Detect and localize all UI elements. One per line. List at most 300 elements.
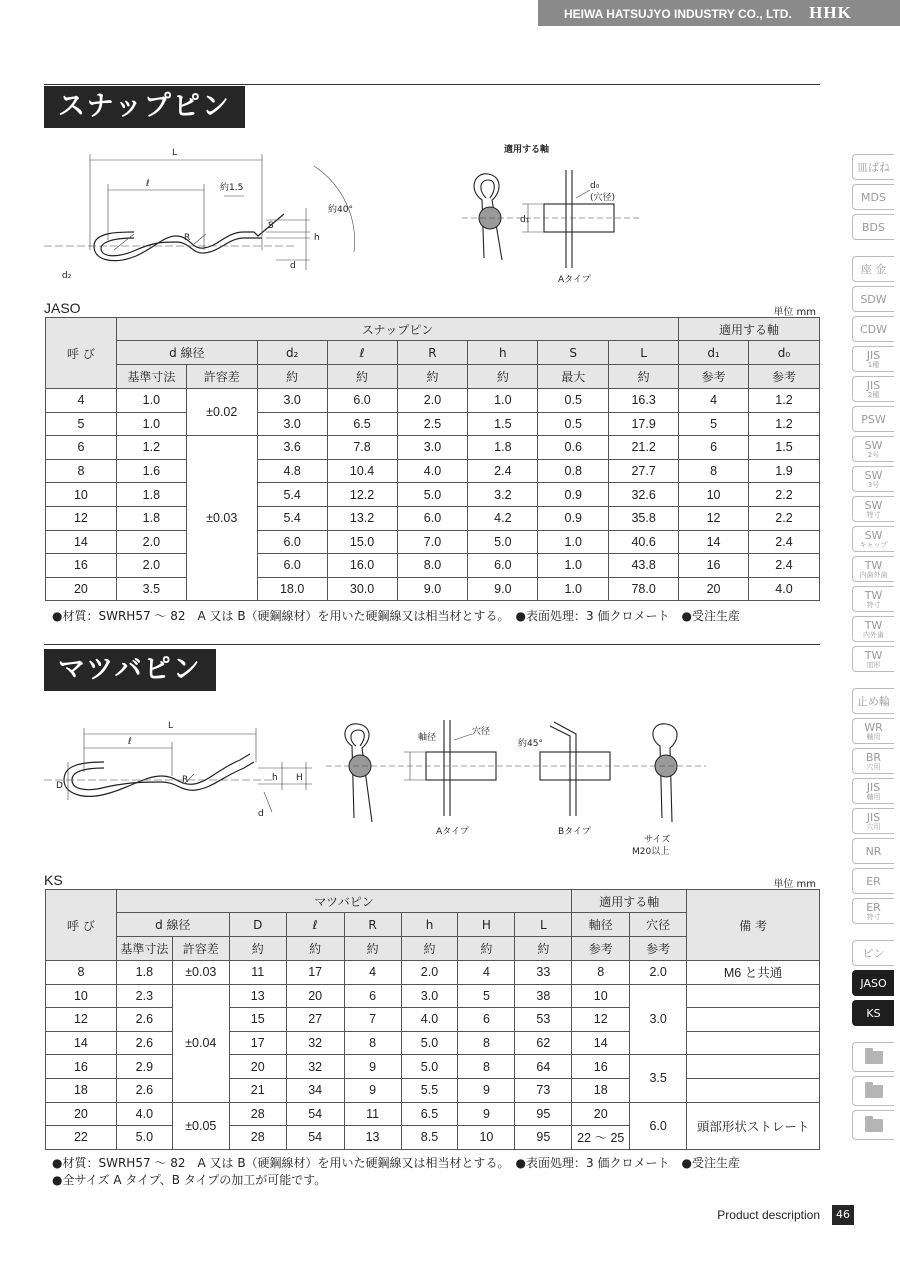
dim-d2-label: d₂: [62, 271, 72, 281]
cell-S: 1.0: [538, 530, 609, 554]
cell-l: 20: [286, 984, 344, 1008]
ks-sub-approx: 約: [344, 937, 401, 961]
sidebar-tab-label: 皿ばね: [857, 160, 890, 174]
sidebar-tab[interactable]: [852, 808, 894, 834]
cell-S: 0.5: [538, 412, 609, 436]
cell-H: 9: [458, 1102, 515, 1126]
cell-remark: [687, 1078, 820, 1102]
footer-label: Product description: [717, 1208, 820, 1222]
cell-R: 11: [344, 1102, 401, 1126]
sidebar-tab[interactable]: [852, 616, 894, 642]
cell-h: 6.5: [401, 1102, 458, 1126]
dim-l-label: ℓ: [146, 179, 150, 189]
cell-L: 33: [515, 961, 572, 985]
sidebar-gap: [852, 244, 894, 256]
folder-icon: [865, 1119, 883, 1132]
table-row: [46, 984, 820, 1008]
ks-sub-approx: 約: [515, 937, 572, 961]
m-shaft-dia-label: 軸径: [418, 733, 437, 743]
sidebar-tab-label: MDS: [861, 190, 886, 204]
cell-remark: [687, 1031, 820, 1055]
cell-d: 5.0: [116, 1126, 172, 1150]
cell-s: 14: [572, 1031, 630, 1055]
cell-D: 15: [229, 1008, 286, 1032]
sidebar-tab[interactable]: [852, 718, 894, 744]
table-row: [46, 1008, 820, 1032]
sidebar-tab-sub: 内外歯: [863, 630, 884, 639]
cell-h: 8.5: [401, 1126, 458, 1150]
cell-S: 0.8: [538, 459, 609, 483]
cell-R: 2.5: [397, 412, 468, 436]
cell-d: 2.9: [116, 1055, 172, 1079]
cell-tolerance: ±0.03: [172, 961, 229, 985]
table-row: [46, 1031, 820, 1055]
sidebar-tab-sub: 3号: [867, 480, 880, 489]
ks-sub-base: 基準寸法: [116, 937, 172, 961]
m-type-a-label: Aタイプ: [436, 827, 469, 837]
sidebar-folder-tab[interactable]: [852, 1110, 894, 1140]
cell-d: 1.8: [116, 483, 186, 507]
cell-hole: 2.0: [630, 961, 687, 985]
cell-S: 0.9: [538, 483, 609, 507]
sidebar-gap: [852, 1030, 894, 1042]
cell-D: 21: [229, 1078, 286, 1102]
cell-remark: M6 と共通: [687, 961, 820, 985]
sidebar-tab-label: SDW: [860, 292, 887, 306]
sidebar-tab-label: KS: [866, 1006, 881, 1020]
m-dim-D-label: D: [56, 781, 63, 791]
cell-D: 13: [229, 984, 286, 1008]
ks-sub-tol: 許容差: [172, 937, 229, 961]
jaso-label: JASO: [44, 300, 81, 316]
cell-tolerance: ±0.02: [186, 389, 257, 436]
cell-R: 13: [344, 1126, 401, 1150]
cell-R: 9.0: [397, 577, 468, 601]
ks-sub-ref: 参考: [630, 937, 687, 961]
ks-col-shaft-dia: 軸径: [572, 913, 630, 937]
sidebar-tab[interactable]: [852, 436, 894, 462]
sidebar-tab-sub: 穴用: [866, 762, 881, 771]
cell-L: 95: [515, 1102, 572, 1126]
cell-R: 3.0: [397, 436, 468, 460]
sidebar-tab[interactable]: [852, 868, 894, 894]
cell-h: 1.8: [468, 436, 538, 460]
sidebar-tab-sub: 軸用: [866, 732, 881, 741]
sidebar-tab[interactable]: [852, 376, 894, 402]
sidebar-tab-label: BR: [865, 750, 882, 764]
matsuba-pin-diagram: [44, 712, 324, 832]
cell-h: 1.5: [468, 412, 538, 436]
ks-col-remarks: 備 考: [687, 890, 820, 961]
ks-sub-approx: 約: [458, 937, 515, 961]
company-name: HEIWA HATSUJYO INDUSTRY CO., LTD.: [564, 7, 792, 21]
ks-label: KS: [44, 872, 63, 888]
snap-shaft-diagram: [462, 140, 662, 290]
m-dim-L-label: L: [168, 721, 174, 731]
sidebar-tab-label: TW: [864, 558, 883, 572]
sidebar-tab-label: TW: [864, 618, 883, 632]
sidebar-tab[interactable]: [852, 496, 894, 522]
sidebar-tab-sub: 皿形: [866, 660, 881, 669]
ks-sub-approx: 約: [229, 937, 286, 961]
sidebar-folder-tab[interactable]: [852, 1042, 894, 1072]
cell-H: 8: [458, 1055, 515, 1079]
section-rule: [44, 84, 820, 85]
cell-nominal: 16: [46, 1055, 117, 1079]
table-row: [46, 577, 820, 601]
dim-approx15-label: 約1.5: [220, 183, 244, 193]
cell-d: 1.0: [116, 412, 186, 436]
dim-angle-label: 約40°: [328, 205, 353, 215]
sub-tol: 許容差: [186, 365, 257, 389]
sidebar-tab[interactable]: [852, 466, 894, 492]
sidebar-tab-label: ER: [866, 900, 881, 914]
ks-col-hole: 穴径: [630, 913, 687, 937]
sidebar-tab-sub: 1種: [867, 360, 880, 369]
cell-d0: 2.2: [748, 506, 819, 530]
col-l: ℓ: [327, 341, 397, 365]
cell-nominal: 18: [46, 1078, 117, 1102]
cell-h: 5.5: [401, 1078, 458, 1102]
cell-l: 32: [286, 1055, 344, 1079]
sidebar-tab[interactable]: [852, 154, 894, 180]
cell-d: 1.0: [116, 389, 186, 413]
cell-nominal: 6: [46, 436, 117, 460]
sub-approx: 約: [468, 365, 538, 389]
cell-h: 4.2: [468, 506, 538, 530]
sidebar-tab[interactable]: [852, 838, 894, 864]
sidebar-tab[interactable]: [852, 406, 894, 432]
cell-S: 0.5: [538, 389, 609, 413]
cell-L: 16.3: [609, 389, 679, 413]
shaft-d1-label: d₁: [520, 215, 530, 225]
sub-ref: 参考: [748, 365, 819, 389]
ks-note-2: ●全サイズ A タイプ、B タイプの加工が可能です。: [52, 1173, 327, 1187]
cell-d1: 16: [679, 554, 749, 578]
ks-sub-approx: 約: [286, 937, 344, 961]
shaft-d0-label: d₀: [590, 181, 600, 191]
cell-l: 30.0: [327, 577, 397, 601]
cell-d2: 6.0: [257, 530, 327, 554]
dim-d-label: d: [290, 261, 296, 271]
sub-approx: 約: [609, 365, 679, 389]
sidebar-tab[interactable]: [852, 778, 894, 804]
cell-nominal: 14: [46, 530, 117, 554]
sidebar-tab[interactable]: [852, 898, 894, 924]
cell-l: 10.4: [327, 459, 397, 483]
cell-R: 5.0: [397, 483, 468, 507]
sub-ref: 参考: [679, 365, 749, 389]
sidebar-tab-label: JIS: [866, 810, 881, 824]
cell-h: 4.0: [401, 1008, 458, 1032]
sidebar-tab[interactable]: [852, 940, 894, 966]
sidebar-tab-label: CDW: [859, 322, 888, 336]
cell-L: 73: [515, 1078, 572, 1102]
sidebar-tab-sub: 穴用: [866, 822, 881, 831]
section-rule: [44, 644, 820, 645]
ks-sub-approx: 約: [401, 937, 458, 961]
col-nominal: 呼 び: [46, 318, 117, 389]
cell-tolerance: ±0.04: [172, 984, 229, 1102]
cell-s: 20: [572, 1102, 630, 1126]
cell-d1: 12: [679, 506, 749, 530]
sub-max: 最大: [538, 365, 609, 389]
cell-d1: 6: [679, 436, 749, 460]
sidebar-tab[interactable]: [852, 214, 894, 240]
cell-h: 6.0: [468, 554, 538, 578]
col-h: h: [468, 341, 538, 365]
sidebar-tab-label: SW: [864, 528, 883, 542]
cell-R: 4: [344, 961, 401, 985]
cell-L: 35.8: [609, 506, 679, 530]
cell-D: 20: [229, 1055, 286, 1079]
sidebar-tab-label: JIS: [866, 780, 881, 794]
cell-R: 4.0: [397, 459, 468, 483]
cell-S: 0.6: [538, 436, 609, 460]
cell-nominal: 5: [46, 412, 117, 436]
sidebar-tab-label: JIS: [866, 348, 881, 362]
cell-nominal: 10: [46, 984, 117, 1008]
sidebar-tab[interactable]: [852, 1000, 894, 1026]
cell-l: 34: [286, 1078, 344, 1102]
sub-approx: 約: [397, 365, 468, 389]
cell-l: 16.0: [327, 554, 397, 578]
sidebar-tab-sub: 特寸: [866, 510, 881, 519]
sidebar-gap: [852, 676, 894, 688]
cell-R: 9: [344, 1055, 401, 1079]
table-row: [46, 530, 820, 554]
table-row: [46, 506, 820, 530]
ks-sub-ref: 参考: [572, 937, 630, 961]
sub-approx: 約: [257, 365, 327, 389]
cell-D: 28: [229, 1102, 286, 1126]
sidebar-tab-label: SW: [864, 438, 883, 452]
sidebar-tab-sub: 2号: [867, 450, 880, 459]
sidebar-tab-label: JASO: [860, 976, 887, 990]
cell-d2: 6.0: [257, 554, 327, 578]
cell-s: 10: [572, 984, 630, 1008]
m-dim-l-label: ℓ: [128, 737, 132, 747]
cell-H: 8: [458, 1031, 515, 1055]
sidebar-tab[interactable]: [852, 748, 894, 774]
cell-d: 2.0: [116, 554, 186, 578]
cell-L: 78.0: [609, 577, 679, 601]
cell-nominal: 8: [46, 961, 117, 985]
sidebar-tab[interactable]: [852, 646, 894, 672]
table-row: [46, 436, 820, 460]
cell-D: 11: [229, 961, 286, 985]
matsuba-shaft-diagram: [326, 706, 706, 866]
cell-l: 13.2: [327, 506, 397, 530]
cell-R: 6: [344, 984, 401, 1008]
ks-col-R: R: [344, 913, 401, 937]
cell-s: 22 〜 25: [572, 1126, 630, 1150]
ks-col-group: マツバピン: [116, 890, 571, 913]
cell-l: 12.2: [327, 483, 397, 507]
cell-h: 5.0: [468, 530, 538, 554]
cell-s: 16: [572, 1055, 630, 1079]
ks-spec-table: [45, 889, 820, 1150]
sub-approx: 約: [327, 365, 397, 389]
cell-d2: 3.6: [257, 436, 327, 460]
table-row: [46, 1078, 820, 1102]
cell-nominal: 20: [46, 577, 117, 601]
cell-d: 1.2: [116, 436, 186, 460]
col-group-snap: スナップピン: [116, 318, 678, 341]
ks-col-l: ℓ: [286, 913, 344, 937]
cell-l: 6.0: [327, 389, 397, 413]
cell-h: 3.0: [401, 984, 458, 1008]
sidebar-tab[interactable]: [852, 526, 894, 552]
col-R: R: [397, 341, 468, 365]
cell-L: 38: [515, 984, 572, 1008]
cell-L: 32.6: [609, 483, 679, 507]
cell-nominal: 22: [46, 1126, 117, 1150]
ks-col-L: L: [515, 913, 572, 937]
col-S: S: [538, 341, 609, 365]
cell-H: 10: [458, 1126, 515, 1150]
cell-h: 2.0: [401, 961, 458, 985]
sidebar-tab-sub: 特寸: [866, 600, 881, 609]
table-row: [46, 1055, 820, 1079]
cell-remark: [687, 984, 820, 1008]
cell-d0: 2.2: [748, 483, 819, 507]
cell-l: 27: [286, 1008, 344, 1032]
cell-remark: [687, 1055, 820, 1079]
sidebar-tab-sub: 内歯外歯: [859, 570, 888, 579]
ks-note-1: ●材質：SWRH57 〜 82 A 又は B（硬鋼線材）を用いた硬鋼線又は相当材とする。 ●表面処理：3 価クロメート ●受注生産: [52, 1156, 740, 1170]
cell-tolerance: ±0.03: [186, 436, 257, 601]
dim-R-label: R: [184, 233, 191, 243]
sidebar-tab-label: PSW: [861, 412, 886, 426]
sidebar-tab-label: SW: [864, 498, 883, 512]
sidebar-tab[interactable]: [852, 286, 894, 312]
cell-d: 2.6: [116, 1031, 172, 1055]
cell-h: 2.4: [468, 459, 538, 483]
ks-col-H: H: [458, 913, 515, 937]
m-angle-label: 約45°: [518, 739, 543, 749]
cell-R: 8.0: [397, 554, 468, 578]
category-sidebar: [852, 154, 894, 1144]
table-row: [46, 483, 820, 507]
sidebar-tab-sub: 軸用: [866, 792, 881, 801]
dim-h-label: h: [314, 233, 320, 243]
sidebar-tab-label: JIS: [866, 378, 881, 392]
cell-d1: 5: [679, 412, 749, 436]
header-bar: [538, 0, 900, 26]
cell-hole: 6.0: [630, 1102, 687, 1149]
ks-col-D: D: [229, 913, 286, 937]
page-number: 46: [832, 1205, 854, 1225]
cell-h: 3.2: [468, 483, 538, 507]
cell-d2: 18.0: [257, 577, 327, 601]
sidebar-tab[interactable]: [852, 316, 894, 342]
cell-nominal: 14: [46, 1031, 117, 1055]
cell-remark: [687, 1008, 820, 1032]
shaft-hole-label: (穴径): [590, 193, 616, 203]
hhk-logo: HHK: [809, 3, 852, 22]
cell-d0: 1.5: [748, 436, 819, 460]
table-row: [46, 554, 820, 578]
cell-L: 27.7: [609, 459, 679, 483]
cell-nominal: 12: [46, 1008, 117, 1032]
cell-d0: 2.4: [748, 554, 819, 578]
sidebar-tab[interactable]: [852, 346, 894, 372]
ks-col-h: h: [401, 913, 458, 937]
jaso-unit: 単位 mm: [773, 307, 816, 318]
ks-col-shaft: 適用する軸: [572, 890, 687, 913]
cell-d0: 1.2: [748, 412, 819, 436]
sidebar-tab[interactable]: [852, 586, 894, 612]
cell-d0: 1.9: [748, 459, 819, 483]
cell-s: 12: [572, 1008, 630, 1032]
cell-nominal: 4: [46, 389, 117, 413]
cell-nominal: 20: [46, 1102, 117, 1126]
sub-base: 基準寸法: [116, 365, 186, 389]
snap-pin-diagram: [44, 140, 384, 290]
ks-col-nominal: 呼 び: [46, 890, 117, 961]
sidebar-tab[interactable]: [852, 184, 894, 210]
cell-H: 9: [458, 1078, 515, 1102]
cell-h: 5.0: [401, 1031, 458, 1055]
cell-d0: 1.2: [748, 389, 819, 413]
sidebar-tab[interactable]: [852, 970, 894, 996]
sidebar-tab-sub: キャップ: [859, 540, 888, 549]
cell-nominal: 8: [46, 459, 117, 483]
table-row: [46, 389, 820, 413]
cell-d0: 4.0: [748, 577, 819, 601]
sidebar-tab-label: BDS: [862, 220, 885, 234]
cell-hole: 3.5: [630, 1055, 687, 1102]
cell-L: 17.9: [609, 412, 679, 436]
cell-R: 9: [344, 1078, 401, 1102]
cell-L: 43.8: [609, 554, 679, 578]
sidebar-tab[interactable]: [852, 556, 894, 582]
sidebar-tab[interactable]: [852, 688, 894, 714]
cell-D: 28: [229, 1126, 286, 1150]
cell-R: 6.0: [397, 506, 468, 530]
cell-d: 1.6: [116, 459, 186, 483]
sidebar-tab-label: TW: [864, 588, 883, 602]
cell-H: 6: [458, 1008, 515, 1032]
cell-tolerance: ±0.05: [172, 1102, 229, 1149]
table-row: [46, 459, 820, 483]
cell-d1: 4: [679, 389, 749, 413]
cell-S: 1.0: [538, 577, 609, 601]
shaft-type-a-label: Aタイプ: [558, 275, 591, 285]
cell-H: 5: [458, 984, 515, 1008]
cell-L: 53: [515, 1008, 572, 1032]
table-row: [46, 1102, 820, 1126]
cell-d: 2.3: [116, 984, 172, 1008]
cell-h: 1.0: [468, 389, 538, 413]
sidebar-tab[interactable]: [852, 256, 894, 282]
cell-d: 1.8: [116, 961, 172, 985]
cell-S: 1.0: [538, 554, 609, 578]
sidebar-gap: [852, 928, 894, 940]
jaso-spec-table: [45, 317, 820, 601]
cell-d2: 3.0: [257, 389, 327, 413]
sidebar-folder-tab[interactable]: [852, 1076, 894, 1106]
sidebar-tab-sub: 2種: [867, 390, 880, 399]
cell-d1: 8: [679, 459, 749, 483]
cell-l: 17: [286, 961, 344, 985]
col-d1: d₁: [679, 341, 749, 365]
sidebar-tab-label: 座 金: [860, 262, 887, 276]
cell-L: 62: [515, 1031, 572, 1055]
cell-s: 18: [572, 1078, 630, 1102]
cell-l: 54: [286, 1126, 344, 1150]
